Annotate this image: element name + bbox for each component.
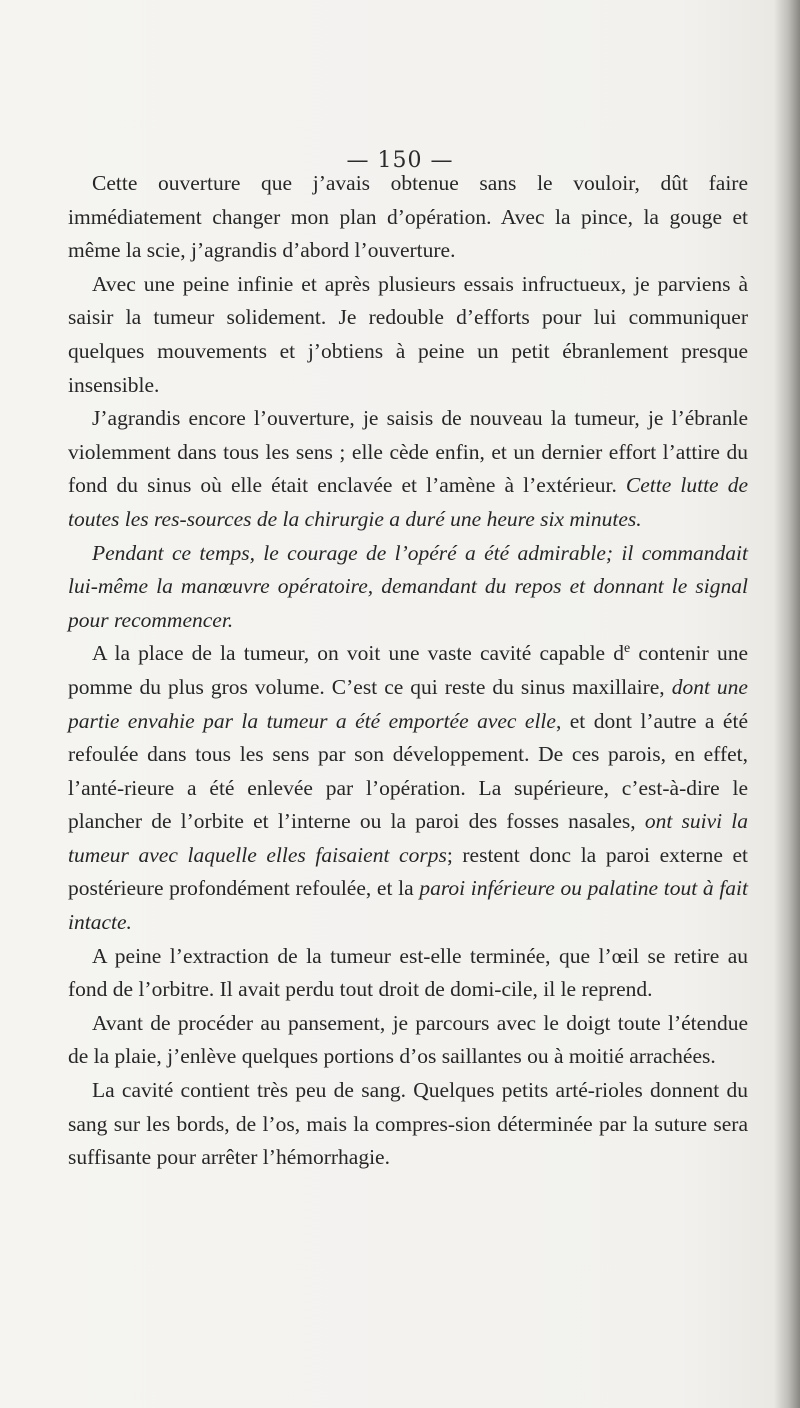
text-run: Avant de procéder au pansement, je parcours avec le doigt toute l’étendue de la plaie, j’enlève quelques portions d’os saillantes ou à moitié arrachées. (68, 1010, 748, 1069)
paragraph (68, 167, 748, 268)
text-run: , et dont l’autre a été refoulée dans tous les sens par son développement. De ces parois, en effet, l’anté-rieure a été enlevée par l’opération. La supérieure, c’est-à-dire le plancher de l’orbite et l’interne ou la paroi des fosses nasales, (68, 708, 748, 834)
italic-text: Cette lutte de toutes les res-sources de la chirurgie a duré une heure six minutes. (68, 473, 748, 531)
text-run: ; restent donc la paroi externe et postérieure profondément refoulée, et la (68, 842, 748, 901)
paragraph (68, 402, 748, 536)
italic-text: Pendant ce temps, le courage de l’opéré a été admirable; il commandait lui-même la manœuvre opératoire, demandant du repos et donnant le signal pour recommencer. (68, 540, 748, 632)
paragraph (68, 1074, 748, 1175)
text-run: J’agrandis encore l’ouverture, je saisis de nouveau la tumeur, je l’ébranle violemment dans tous les sens ; elle cède enfin, et un dernier effort l’attire du fond du sinus où elle était enclavée et l’amène à l’extérieur. (68, 406, 748, 498)
paragraph (68, 940, 748, 1007)
text-run: La cavité contient très peu de sang. Quelques petits arté-rioles donnent du sang sur les bords, de l’os, mais la compres-sion déterminée par la suture sera suffisante pour arrêter l’hémorrhagie. (68, 1078, 748, 1170)
body-text (68, 167, 748, 1175)
paragraph (68, 637, 748, 939)
italic-text: dont une partie envahie par la tumeur a été emportée avec elle (68, 674, 748, 733)
page-number: — 150 — (346, 148, 454, 173)
text-run: Avec une peine infinie et après plusieurs essais infructueux, je parviens à saisir la tumeur solidement. Je redouble d’efforts pour lui communiquer quelques mouvements et j’obtiens à peine un petit ébranlement presque insensible. (68, 271, 748, 397)
text-run: A la place de la tumeur, on voit une vaste cavité capable d (92, 641, 624, 666)
superscript-text: e (624, 641, 631, 657)
italic-text: ont suivi la tumeur avec laquelle elles faisaient corps (68, 809, 748, 867)
text-run: contenir une pomme du plus gros volume. C’est ce qui reste du sinus maxillaire, (68, 641, 748, 699)
text-run: Cette ouverture que j’avais obtenue sans le vouloir, dût faire immédiatement changer mon plan d’opération. Avec la pince, la gouge et même la scie, j’agrandis d’abord l’ouverture. (68, 171, 748, 263)
paragraph (68, 268, 748, 402)
text-run: A peine l’extraction de la tumeur est-elle terminée, que l’œil se retire au fond de l’orbitre. Il avait perdu tout droit de domi-cile, il le reprend. (68, 943, 748, 1002)
italic-text: paroi inférieure ou palatine tout à fait intacte. (68, 876, 748, 935)
page-edge-shadow (774, 0, 800, 1408)
paragraph (68, 1007, 748, 1074)
paragraph (68, 537, 748, 638)
